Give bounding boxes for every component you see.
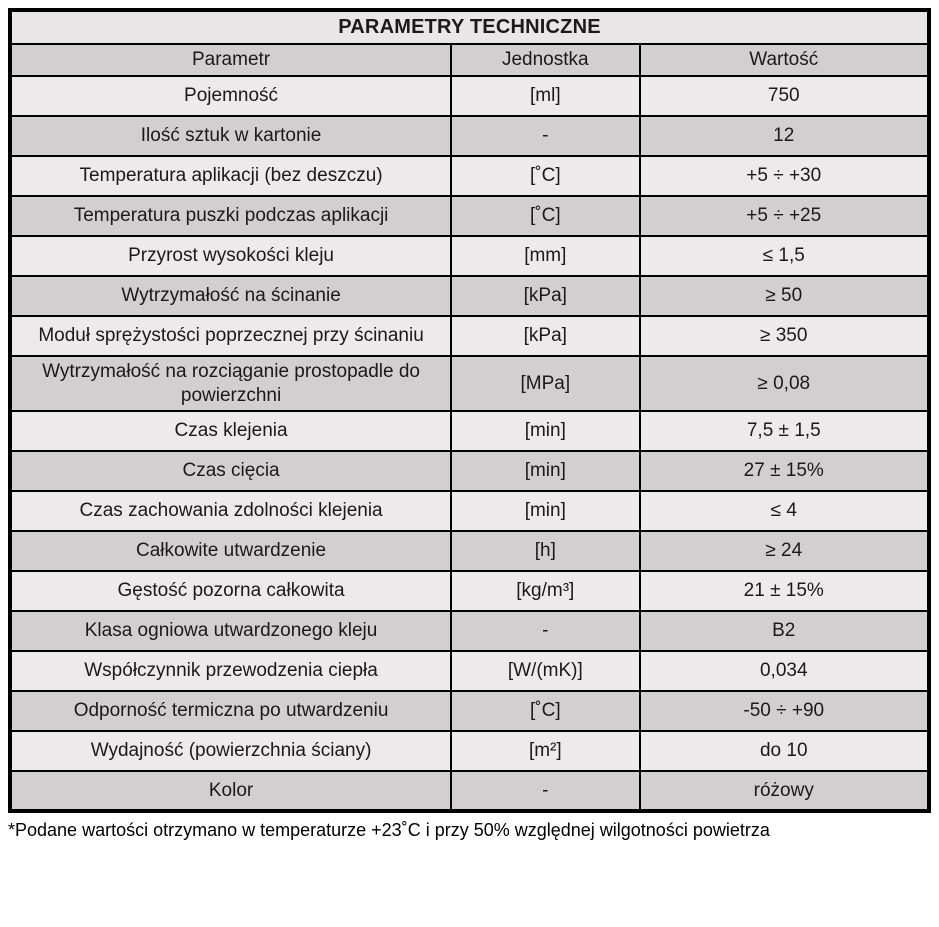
cell-unit: [˚C] — [451, 691, 639, 731]
cell-unit: [W/(mK)] — [451, 651, 639, 691]
cell-parameter: Klasa ogniowa utwardzonego kleju — [10, 611, 451, 651]
cell-parameter: Temperatura aplikacji (bez deszczu) — [10, 156, 451, 196]
cell-parameter: Wytrzymałość na ścinanie — [10, 276, 451, 316]
cell-value: 27 ± 15% — [640, 451, 930, 491]
cell-unit: [kg/m³] — [451, 571, 639, 611]
table-row — [10, 411, 929, 451]
table-row — [10, 356, 929, 412]
cell-parameter: Przyrost wysokości kleju — [10, 236, 451, 276]
cell-value: B2 — [640, 611, 930, 651]
column-header-jednostka: Jednostka — [451, 44, 639, 76]
table-row — [10, 76, 929, 116]
cell-unit: [min] — [451, 411, 639, 451]
table-row — [10, 156, 929, 196]
column-header-parametr: Parametr — [10, 44, 451, 76]
cell-unit: [min] — [451, 491, 639, 531]
cell-value: 750 — [640, 76, 930, 116]
table-row — [10, 771, 929, 811]
cell-unit: [h] — [451, 531, 639, 571]
cell-unit: [˚C] — [451, 196, 639, 236]
cell-parameter: Odporność termiczna po utwardzeniu — [10, 691, 451, 731]
cell-unit: [mm] — [451, 236, 639, 276]
table-row — [10, 571, 929, 611]
cell-value: do 10 — [640, 731, 930, 771]
cell-unit: - — [451, 771, 639, 811]
cell-value: 7,5 ± 1,5 — [640, 411, 930, 451]
cell-unit: [m²] — [451, 731, 639, 771]
table-body — [10, 76, 929, 812]
cell-value: ≥ 350 — [640, 316, 930, 356]
technical-parameters-table — [8, 8, 931, 813]
cell-value: +5 ÷ +25 — [640, 196, 930, 236]
footnote: *Podane wartości otrzymano w temperaturze +23˚C i przy 50% względnej wilgotności powietrza — [8, 820, 770, 841]
cell-parameter: Całkowite utwardzenie — [10, 531, 451, 571]
cell-value: 0,034 — [640, 651, 930, 691]
table-head — [10, 10, 929, 76]
table-row — [10, 451, 929, 491]
cell-value: +5 ÷ +30 — [640, 156, 930, 196]
cell-parameter: Wytrzymałość na rozciąganie prostopadle do powierzchni — [10, 356, 451, 412]
cell-unit: [ml] — [451, 76, 639, 116]
table-row — [10, 651, 929, 691]
cell-value: ≥ 50 — [640, 276, 930, 316]
cell-unit: [min] — [451, 451, 639, 491]
cell-parameter: Wydajność (powierzchnia ściany) — [10, 731, 451, 771]
cell-unit: - — [451, 116, 639, 156]
cell-value: 12 — [640, 116, 930, 156]
table-row — [10, 276, 929, 316]
cell-unit: [MPa] — [451, 356, 639, 412]
table-row — [10, 316, 929, 356]
cell-value: ≥ 24 — [640, 531, 930, 571]
cell-parameter: Moduł sprężystości poprzecznej przy ścinaniu — [10, 316, 451, 356]
table-row — [10, 731, 929, 771]
cell-value: różowy — [640, 771, 930, 811]
cell-unit: - — [451, 611, 639, 651]
cell-parameter: Ilość sztuk w kartonie — [10, 116, 451, 156]
table-row — [10, 691, 929, 731]
cell-parameter: Współczynnik przewodzenia ciepła — [10, 651, 451, 691]
cell-value: ≥ 0,08 — [640, 356, 930, 412]
table-header-row — [10, 44, 929, 76]
cell-parameter: Kolor — [10, 771, 451, 811]
cell-parameter: Gęstość pozorna całkowita — [10, 571, 451, 611]
cell-parameter: Temperatura puszki podczas aplikacji — [10, 196, 451, 236]
table-row — [10, 531, 929, 571]
cell-value: ≤ 4 — [640, 491, 930, 531]
table-row — [10, 236, 929, 276]
cell-parameter: Czas klejenia — [10, 411, 451, 451]
cell-value: ≤ 1,5 — [640, 236, 930, 276]
table-row — [10, 491, 929, 531]
cell-value: -50 ÷ +90 — [640, 691, 930, 731]
table-title: PARAMETRY TECHNICZNE — [10, 10, 929, 44]
cell-value: 21 ± 15% — [640, 571, 930, 611]
table-title-row — [10, 10, 929, 44]
cell-parameter: Pojemność — [10, 76, 451, 116]
table-row — [10, 611, 929, 651]
cell-unit: [kPa] — [451, 316, 639, 356]
table-row — [10, 116, 929, 156]
cell-parameter: Czas zachowania zdolności klejenia — [10, 491, 451, 531]
cell-unit: [˚C] — [451, 156, 639, 196]
cell-parameter: Czas cięcia — [10, 451, 451, 491]
cell-unit: [kPa] — [451, 276, 639, 316]
table-row — [10, 196, 929, 236]
column-header-wartosc: Wartość — [640, 44, 930, 76]
